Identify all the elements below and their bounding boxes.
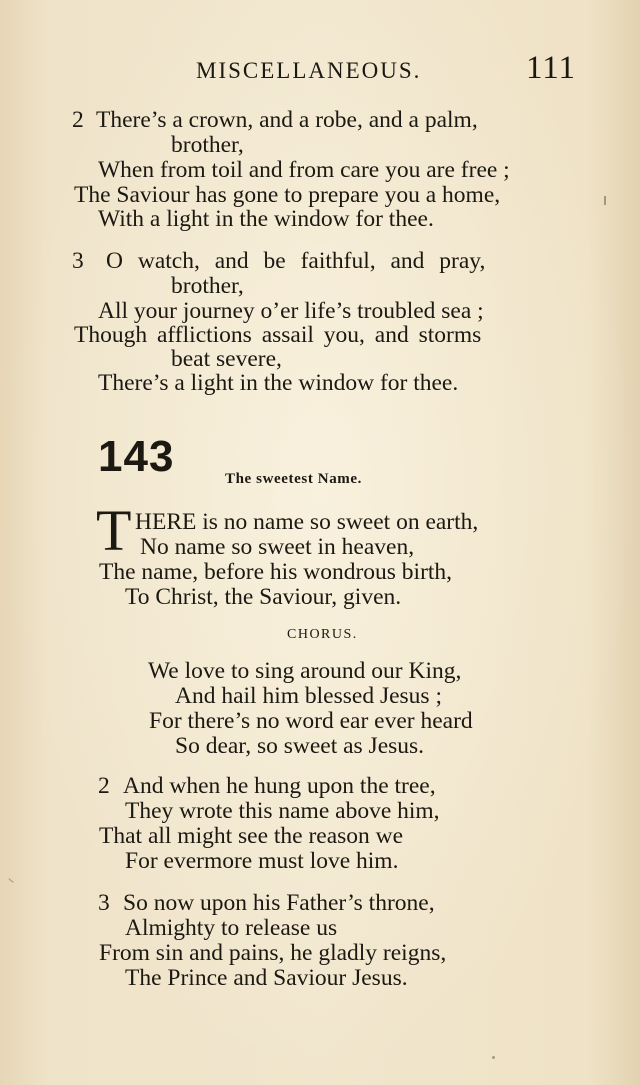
verse-line: O watch, and be faithful, and pray,: [106, 248, 486, 274]
verse-line: So dear, so sweet as Jesus.: [175, 733, 425, 759]
verse-line: There’s a crown, and a robe, and a palm,: [96, 107, 478, 133]
stanza-number: 2: [98, 773, 110, 799]
stanza-number: 2: [72, 107, 84, 133]
verse-line: We love to sing around our King,: [148, 658, 462, 684]
chorus-label: CHORUS.: [287, 627, 358, 642]
verse-line: From sin and pains, he gladly reigns,: [99, 940, 447, 966]
verse-line: brother,: [171, 273, 244, 299]
stanza-number: 3: [98, 890, 110, 916]
verse-line: To Christ, the Saviour, given.: [125, 584, 402, 610]
hymn-title: The sweetest Name.: [225, 471, 363, 487]
verse-line: HERE is no name so sweet on earth,: [135, 509, 479, 535]
verse-line: No name so sweet in heaven,: [140, 534, 415, 560]
verse-line: The Saviour has gone to prepare you a home,: [74, 182, 501, 208]
verse-line: The Prince and Saviour Jesus.: [125, 965, 408, 991]
verse-line: With a light in the window for thee.: [98, 206, 434, 232]
verse-line: Though afflictions assail you, and storms: [74, 322, 482, 348]
verse-line: For there’s no word ear ever heard: [149, 708, 473, 734]
page-number: 111: [526, 50, 577, 86]
stanza-number: 3: [72, 248, 84, 274]
paper-blemish: [8, 878, 13, 883]
page-header: [196, 50, 596, 90]
verse-line: brother,: [171, 132, 244, 158]
verse-line: The name, before his wondrous birth,: [99, 559, 453, 585]
paper-blemish: [492, 1056, 495, 1059]
hymn-number: 143: [98, 432, 175, 481]
verse-line: That all might see the reason we: [99, 823, 404, 849]
verse-line: So now upon his Father’s throne,: [123, 890, 435, 916]
verse-line: All your journey o’er life’s troubled sea ;: [98, 298, 484, 324]
verse-line: They wrote this name above him,: [125, 798, 440, 824]
verse-line: And hail him blessed Jesus ;: [175, 683, 442, 709]
paper-blemish: [604, 196, 606, 205]
running-title: MISCELLANEOUS.: [196, 58, 422, 83]
verse-line: And when he hung upon the tree,: [123, 773, 436, 799]
verse-line: For evermore must love him.: [125, 848, 399, 874]
verse-line: When from toil and from care you are free ;: [98, 157, 510, 183]
verse-line: Almighty to release us: [125, 915, 338, 941]
drop-cap: T: [96, 498, 132, 563]
verse-line: There’s a light in the window for thee.: [98, 370, 459, 396]
verse-line: beat severe,: [171, 346, 282, 372]
